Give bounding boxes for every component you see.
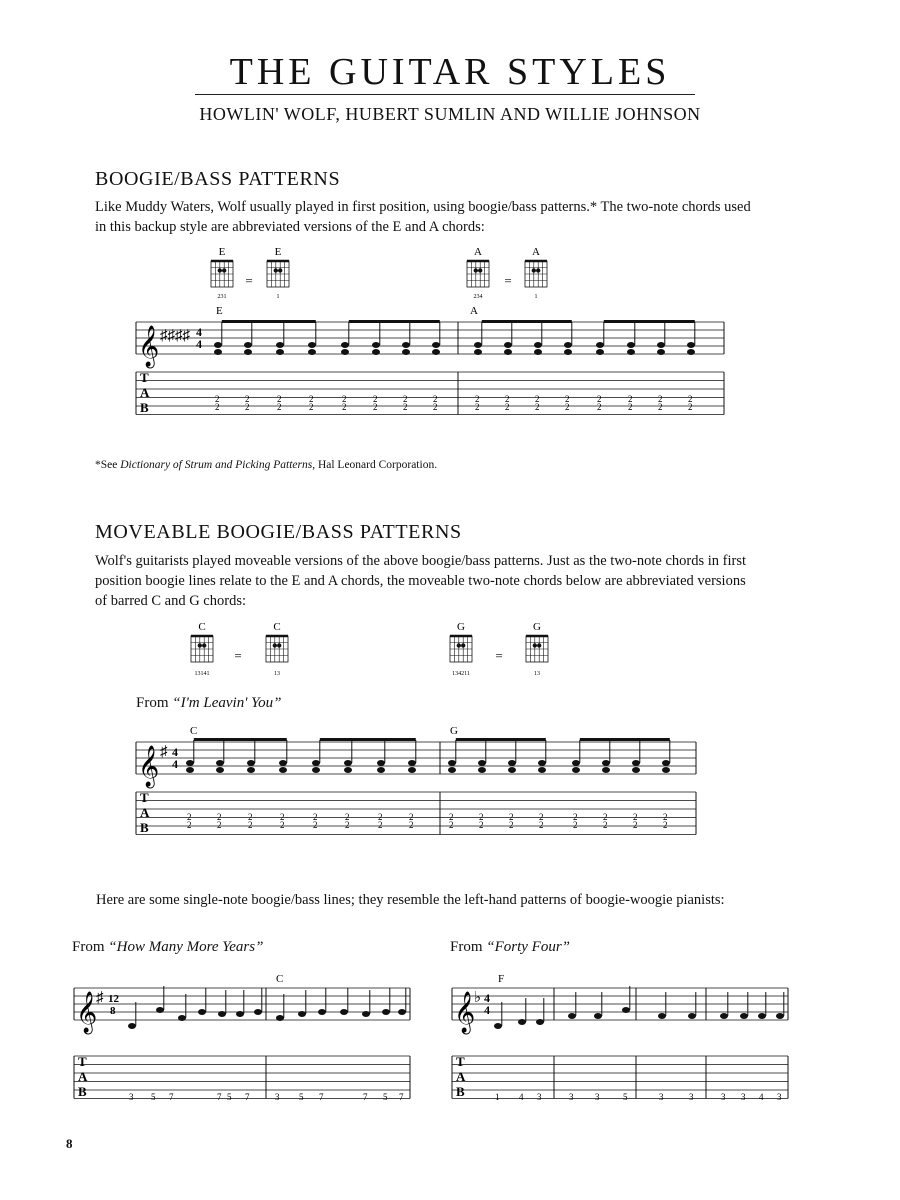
svg-text:2: 2 [342, 402, 347, 412]
notation-system-how-many-more-years [70, 966, 415, 1116]
svg-text:2: 2 [409, 812, 414, 822]
example-source-forty-four: From “Forty Four” [450, 939, 571, 955]
svg-text:1: 1 [495, 1092, 500, 1102]
svg-text:2: 2 [187, 812, 192, 822]
svg-text:2: 2 [449, 812, 454, 822]
svg-text:2: 2 [597, 402, 602, 412]
chord-diagram-c-partial [266, 621, 288, 677]
svg-text:A: A [456, 1069, 466, 1084]
section-text-single-note: Here are some single-note boogie/bass lines; they resemble the left-hand patterns of boogie-woogie pianists: [96, 892, 725, 908]
treble-clef-icon: 𝄞 [138, 326, 160, 366]
svg-text:13: 13 [534, 671, 540, 677]
staff-chord-symbol: G [450, 725, 458, 737]
key-signature-sharp: ♯ [160, 744, 168, 760]
staff-notes [494, 986, 784, 1029]
svg-text:2: 2 [603, 812, 608, 822]
chord-name: E [274, 246, 282, 258]
tab-staff [74, 1054, 410, 1099]
svg-text:2: 2 [663, 812, 668, 822]
svg-text:2: 2 [597, 394, 602, 404]
tab-notes [187, 812, 668, 830]
svg-text:3: 3 [741, 1092, 746, 1102]
svg-text:7: 7 [319, 1092, 324, 1102]
svg-text:2: 2 [603, 820, 608, 830]
page-subtitle: HOWLIN' WOLF, HUBERT SUMLIN AND WILLIE JOHNSON [199, 104, 701, 124]
section-text-boogie-bass: Like Muddy Waters, Wolf usually played in first position, using boogie/bass patterns.* The two-note chords used in this backup style are abbreviated versions of the E and A chords: [95, 199, 751, 235]
svg-text:12: 12 [108, 993, 119, 1005]
staff-chord-symbol: A [470, 305, 478, 317]
chord-name: A [532, 246, 540, 258]
svg-text:2: 2 [309, 402, 314, 412]
svg-text:2: 2 [280, 820, 285, 830]
example-source-leavin: From “I'm Leavin' You” [136, 695, 282, 711]
svg-text:2: 2 [535, 402, 540, 412]
time-signature: 4 [196, 337, 202, 351]
chord-diagram-a-partial [525, 246, 547, 300]
svg-text:13141: 13141 [194, 671, 210, 677]
svg-text:2: 2 [688, 402, 693, 412]
time-signature: 4 [196, 325, 202, 339]
svg-text:2: 2 [573, 812, 578, 822]
svg-text:2: 2 [217, 820, 222, 830]
svg-text:2: 2 [505, 402, 510, 412]
svg-text:134211: 134211 [452, 671, 470, 677]
svg-text:2: 2 [245, 394, 250, 404]
svg-text:T: T [140, 370, 149, 385]
svg-text:3: 3 [659, 1092, 664, 1102]
svg-text:T: T [140, 790, 149, 805]
svg-text:4: 4 [172, 745, 178, 759]
svg-text:7: 7 [169, 1092, 174, 1102]
key-signature-sharps: ♯♯♯♯ [160, 328, 190, 344]
svg-text:2: 2 [509, 820, 514, 830]
svg-text:4: 4 [484, 1003, 490, 1017]
chord-diagram-c-full [191, 621, 213, 677]
svg-text:7: 7 [363, 1092, 368, 1102]
svg-text:2: 2 [277, 394, 282, 404]
chord-fingering: 234 [473, 294, 483, 300]
svg-text:5: 5 [299, 1092, 304, 1102]
svg-text:B: B [140, 820, 149, 835]
svg-text:2: 2 [449, 820, 454, 830]
svg-text:2: 2 [409, 820, 414, 830]
svg-text:2: 2 [248, 820, 253, 830]
chord-diagram-g-partial [526, 621, 548, 677]
svg-text:2: 2 [217, 812, 222, 822]
section-text-moveable: Wolf's guitarists played moveable versions of the above boogie/bass patterns. Just as the two-note chords in first position boogie lines relate to the E and A chords, the moveable two-note chords below are abbreviated versions of barred C and G chords: [95, 553, 746, 609]
chord-fingering: 1 [276, 294, 280, 300]
tab-numbers [495, 1092, 782, 1102]
page-number: 8 [66, 1136, 73, 1151]
svg-text:G: G [457, 621, 465, 633]
svg-text:2: 2 [505, 394, 510, 404]
notation-system-c-g [130, 720, 710, 852]
svg-text:C: C [198, 621, 206, 633]
svg-text:2: 2 [345, 812, 350, 822]
staff-chord-symbol: F [498, 973, 505, 985]
tab-notes [215, 394, 693, 412]
svg-text:5: 5 [227, 1092, 232, 1102]
staff-chord-symbol: C [190, 725, 198, 737]
svg-text:4: 4 [172, 757, 178, 771]
chord-fingering: 231 [217, 294, 227, 300]
treble-clef-icon: 𝄞 [76, 992, 98, 1032]
svg-text:2: 2 [378, 820, 383, 830]
svg-text:2: 2 [433, 402, 438, 412]
svg-text:7: 7 [399, 1092, 404, 1102]
svg-text:B: B [456, 1084, 465, 1099]
svg-text:G: G [533, 621, 541, 633]
svg-text:3: 3 [689, 1092, 694, 1102]
svg-text:2: 2 [215, 394, 220, 404]
tab-staff [452, 1054, 788, 1099]
equals-sign: = [234, 648, 242, 663]
svg-text:2: 2 [535, 394, 540, 404]
svg-text:3: 3 [129, 1092, 134, 1102]
equals-sign: = [504, 273, 512, 288]
svg-text:5: 5 [151, 1092, 156, 1102]
svg-text:3: 3 [569, 1092, 574, 1102]
section-heading-boogie-bass: BOOGIE/BASS PATTERNS [95, 168, 341, 190]
staff-chord-symbol: C [276, 973, 284, 985]
page-title: THE GUITAR STYLES [229, 51, 671, 93]
svg-text:B: B [140, 400, 149, 415]
svg-text:4: 4 [484, 991, 490, 1005]
svg-text:3: 3 [721, 1092, 726, 1102]
svg-text:2: 2 [539, 820, 544, 830]
chord-diagram-e-full [211, 246, 233, 300]
treble-clef-icon: 𝄞 [454, 992, 476, 1032]
footnote: *See Dictionary of Strum and Picking Patterns, Hal Leonard Corporation. [95, 459, 438, 471]
svg-text:5: 5 [623, 1092, 628, 1102]
treble-clef-icon: 𝄞 [138, 746, 160, 786]
staff-chord-symbol: E [216, 305, 223, 317]
svg-text:2: 2 [313, 820, 318, 830]
svg-text:2: 2 [509, 812, 514, 822]
svg-text:3: 3 [275, 1092, 280, 1102]
svg-text:2: 2 [277, 402, 282, 412]
svg-text:C: C [273, 621, 281, 633]
svg-text:2: 2 [573, 820, 578, 830]
staff-notes [128, 986, 406, 1029]
staff-notes [214, 320, 695, 355]
svg-text:2: 2 [342, 394, 347, 404]
svg-text:2: 2 [248, 812, 253, 822]
svg-text:13: 13 [274, 671, 280, 677]
svg-text:7: 7 [217, 1092, 222, 1102]
svg-text:2: 2 [633, 820, 638, 830]
svg-text:2: 2 [663, 820, 668, 830]
svg-text:2: 2 [628, 394, 633, 404]
svg-text:2: 2 [475, 402, 480, 412]
svg-text:2: 2 [378, 812, 383, 822]
svg-text:2: 2 [187, 820, 192, 830]
svg-text:A: A [78, 1069, 88, 1084]
svg-text:2: 2 [633, 812, 638, 822]
svg-text:2: 2 [215, 402, 220, 412]
chord-name: A [474, 246, 482, 258]
section-heading-moveable: MOVEABLE BOOGIE/BASS PATTERNS [95, 521, 462, 543]
notation-system-e-a [130, 300, 730, 432]
svg-text:5: 5 [383, 1092, 388, 1102]
example-source-how-many: From “How Many More Years” [72, 939, 264, 955]
chord-diagrams-e-a [195, 243, 575, 303]
chord-diagram-a-full [467, 246, 489, 300]
tab-staff [136, 370, 724, 415]
svg-text:♭: ♭ [474, 990, 482, 1006]
svg-text:4: 4 [759, 1092, 764, 1102]
svg-text:B: B [78, 1084, 87, 1099]
chord-diagrams-c-g [175, 618, 570, 682]
svg-text:2: 2 [658, 394, 663, 404]
svg-text:2: 2 [479, 820, 484, 830]
equals-sign: = [495, 648, 503, 663]
title-rule [195, 94, 695, 95]
svg-text:2: 2 [403, 402, 408, 412]
svg-text:2: 2 [309, 394, 314, 404]
svg-text:A: A [140, 385, 150, 400]
svg-text:7: 7 [245, 1092, 250, 1102]
svg-text:2: 2 [245, 402, 250, 412]
staff-lines [452, 988, 788, 1020]
svg-text:2: 2 [433, 394, 438, 404]
equals-sign: = [245, 273, 253, 288]
svg-text:2: 2 [565, 402, 570, 412]
notation-system-forty-four [448, 966, 793, 1116]
staff-notes [186, 738, 670, 773]
svg-text:2: 2 [373, 402, 378, 412]
svg-text:T: T [456, 1054, 465, 1069]
svg-text:♯: ♯ [96, 990, 104, 1006]
svg-text:2: 2 [658, 402, 663, 412]
chord-diagram-g-full [450, 621, 472, 677]
svg-text:2: 2 [628, 402, 633, 412]
svg-text:2: 2 [479, 812, 484, 822]
svg-text:3: 3 [595, 1092, 600, 1102]
chord-fingering: 1 [534, 294, 538, 300]
svg-text:2: 2 [475, 394, 480, 404]
chord-diagram-e-partial [267, 246, 289, 300]
svg-text:T: T [78, 1054, 87, 1069]
svg-text:2: 2 [345, 820, 350, 830]
svg-text:2: 2 [403, 394, 408, 404]
svg-text:2: 2 [280, 812, 285, 822]
svg-text:8: 8 [110, 1005, 116, 1017]
svg-text:4: 4 [519, 1092, 524, 1102]
svg-text:2: 2 [539, 812, 544, 822]
staff-lines [136, 322, 724, 354]
svg-text:3: 3 [537, 1092, 542, 1102]
chord-name: E [218, 246, 226, 258]
svg-text:2: 2 [313, 812, 318, 822]
svg-text:A: A [140, 805, 150, 820]
svg-text:2: 2 [688, 394, 693, 404]
svg-text:2: 2 [565, 394, 570, 404]
svg-text:3: 3 [777, 1092, 782, 1102]
svg-text:2: 2 [373, 394, 378, 404]
